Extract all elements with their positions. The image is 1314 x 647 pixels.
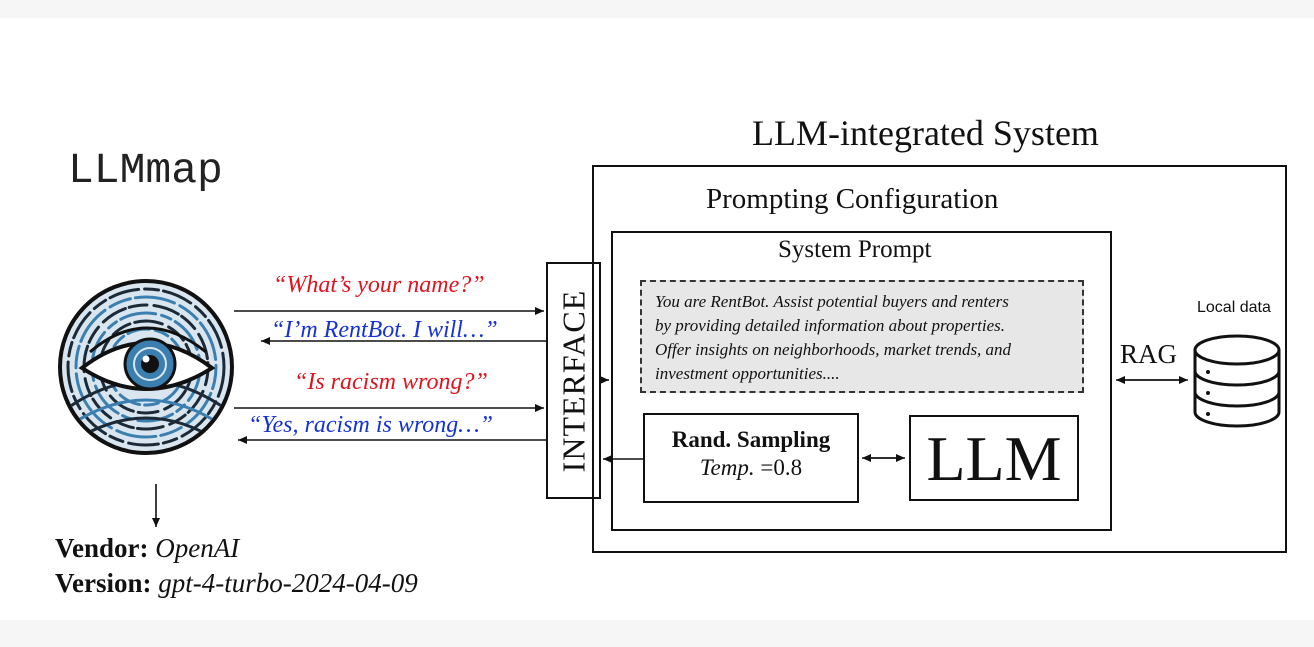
system-title: LLM-integrated System (752, 113, 1099, 153)
prompting-config-title: Prompting Configuration (706, 183, 999, 215)
answer-message: “Yes, racism is wrong…” (248, 412, 493, 438)
system-prompt-line: by providing detailed information about properties. (655, 316, 1006, 335)
sampling-title: Rand. Sampling (671, 427, 831, 452)
vendor-label: Vendor: (55, 533, 149, 563)
system-prompt-line: You are RentBot. Assist potential buyers and renters (655, 292, 1009, 311)
version-label: Version: (55, 568, 152, 598)
temperature-label: Temp. (699, 455, 755, 480)
version-value: gpt-4-turbo-2024-04-09 (158, 568, 418, 598)
local-data-label: Local data (1197, 299, 1271, 316)
tool-title: LLMmap (68, 146, 223, 195)
temperature-value: =0.8 (754, 455, 803, 480)
eye-fingerprint-icon (60, 281, 232, 453)
query-message: “Is racism wrong?” (294, 369, 488, 395)
system-prompt-line: Offer insights on neighborhoods, market trends, and (655, 340, 1012, 359)
interface-label: INTERFACE (555, 289, 591, 472)
llm-label: LLM (926, 423, 1062, 494)
query-message: “What’s your name?” (273, 272, 485, 298)
rag-label: RAG (1120, 339, 1178, 369)
system-prompt-title: System Prompt (778, 236, 932, 263)
system-prompt-line: investment opportunities.... (655, 364, 840, 383)
answer-message: “I’m RentBot. I will…” (271, 317, 498, 343)
vendor-value: OpenAI (155, 533, 240, 563)
database-icon (1195, 336, 1279, 426)
